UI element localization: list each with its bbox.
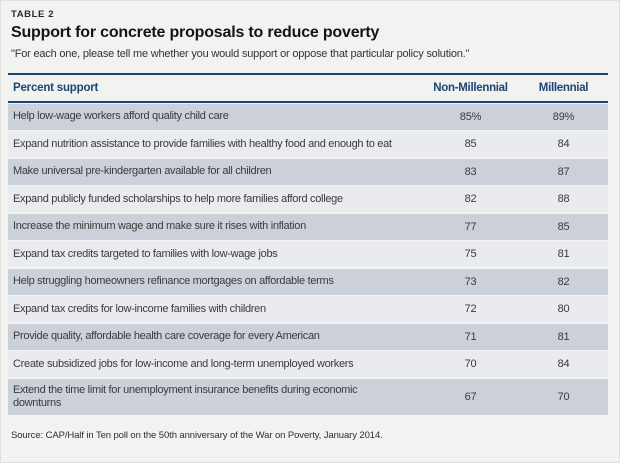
table-row xyxy=(8,159,608,185)
table-row xyxy=(8,104,608,130)
source-note: Source: CAP/Half in Ten poll on the 50th anniversary of the War on Poverty, January 2014. xyxy=(11,429,383,441)
row-label: Help struggling homeowners refinance mortgages on affordable terms xyxy=(13,275,334,287)
table-title: Support for concrete proposals to reduce poverty xyxy=(11,24,380,41)
cell-non-millennial: 72 xyxy=(464,303,477,315)
cell-non-millennial: 85 xyxy=(464,138,477,150)
row-label: Extend the time limit for unemployment insurance benefits during economic downturns xyxy=(13,383,358,409)
cell-millennial: 81 xyxy=(557,248,570,260)
table-number-label: TABLE 2 xyxy=(11,9,55,20)
table-row xyxy=(8,351,608,377)
table-row xyxy=(8,324,608,350)
row-label: Help low-wage workers afford quality child care xyxy=(13,110,229,122)
cell-non-millennial: 73 xyxy=(464,275,477,288)
row-label: Make universal pre-kindergarten available for all children xyxy=(13,165,272,177)
cell-non-millennial: 83 xyxy=(464,165,477,178)
cell-non-millennial: 71 xyxy=(464,330,477,343)
row-label: Create subsidized jobs for low-income and long-term unemployed workers xyxy=(13,357,354,370)
table-row xyxy=(8,186,608,212)
row-label: Increase the minimum wage and make sure it rises with inflation xyxy=(13,220,306,232)
table-row xyxy=(8,214,608,240)
table-row xyxy=(8,296,608,322)
cell-non-millennial: 70 xyxy=(464,358,477,370)
row-label: Expand tax credits targeted to families with low-wage jobs xyxy=(13,247,278,260)
cell-millennial: 80 xyxy=(557,303,570,315)
figure-intro xyxy=(1,1,619,60)
cell-millennial: 85 xyxy=(557,220,570,233)
cell-millennial: 84 xyxy=(557,138,570,150)
cell-millennial: 89% xyxy=(552,110,575,123)
data-table xyxy=(8,73,608,415)
column-header-percent-support: Percent support xyxy=(13,82,99,94)
row-label: Expand publicly funded scholarships to help more families afford college xyxy=(13,192,343,205)
table-row xyxy=(8,379,608,415)
cell-non-millennial: 85% xyxy=(459,110,482,123)
column-header-non-millennial: Non-Millennial xyxy=(433,82,508,94)
table-row xyxy=(8,269,608,295)
table-row xyxy=(8,131,608,157)
cell-millennial: 84 xyxy=(557,358,570,370)
column-header-millennial: Millennial xyxy=(538,82,589,94)
cell-millennial: 87 xyxy=(557,165,570,178)
table-row xyxy=(8,241,608,267)
cell-non-millennial: 75 xyxy=(464,248,477,260)
cell-millennial: 81 xyxy=(557,330,570,343)
row-label: Expand tax credits for low-income families with children xyxy=(13,302,266,315)
table-subtitle: "For each one, please tell me whether you would support or oppose that particular policy solution." xyxy=(11,48,470,60)
cell-non-millennial: 82 xyxy=(464,193,477,205)
cell-non-millennial: 77 xyxy=(464,220,477,233)
table-header-row xyxy=(8,75,608,101)
header-bottom-rule xyxy=(8,101,608,103)
row-label: Provide quality, affordable health care coverage for every American xyxy=(13,330,320,342)
cell-millennial: 88 xyxy=(557,193,570,205)
cell-millennial: 82 xyxy=(557,275,570,288)
cell-non-millennial: 67 xyxy=(464,390,477,403)
cell-millennial: 70 xyxy=(557,390,570,403)
table-body xyxy=(8,104,608,415)
row-label: Expand nutrition assistance to provide families with healthy food and enough to eat xyxy=(13,137,392,150)
